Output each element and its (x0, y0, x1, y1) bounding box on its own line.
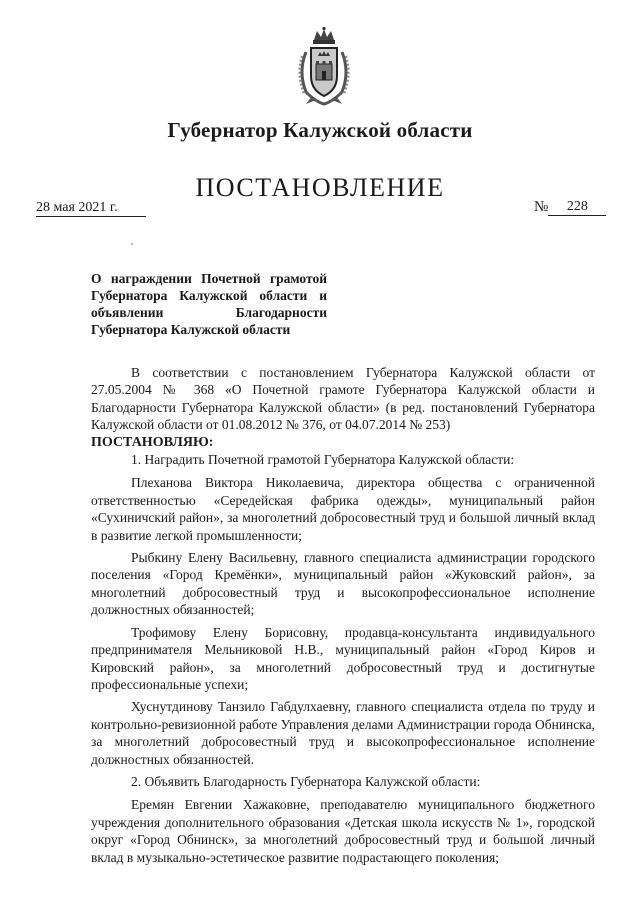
decree-heading: ПОСТАНОВЛЯЮ: (91, 434, 214, 450)
awardee-paragraph: Рыбкину Елену Васильевну, главного специалиста администрации городского поселения «Город Кремёнки», муниципальный район «Жуковский район», за многолетний добросовестный труд и высокопрофессиональное исполнение должностных обязанностей; (91, 550, 595, 618)
item-2-heading: 2. Объявить Благодарность Губернатора Калужской области: (131, 773, 481, 789)
document-date: 28 мая 2021 г. (36, 199, 146, 217)
document-number (534, 198, 606, 216)
scan-speck (131, 243, 133, 245)
document-subject: О награждении Почетной грамотой Губернатора Калужской области и объявлении Благодарности Губернатора Калужской области (91, 271, 327, 337)
gratitude-paragraph: Еремян Евгении Хажаковне, преподавателю муниципального бюджетного учреждения дополнительного образования «Детская школа искусств № 1», городской округ «Город Обнинск», за многолетний добросовестный труд и большой личный вклад в музыкально-эстетическое развитие подрастающего поколения; (91, 797, 595, 865)
awardee-paragraph: Трофимову Елену Борисовну, продавца-консультанта индивидуального предпринимателя Мельниковой Н.В., муниципальный район «Город Киров и Кировский район», за многолетний добросовестный труд и достигнутые профессиональные успехи; (91, 624, 595, 692)
document-body (91, 364, 595, 871)
awardee-paragraph: Плеханова Виктора Николаевича, директора общества с ограниченной ответственностью «Середейская фабрика одежды», муниципальный район «Сухиничский район», за многолетний добросовестный труд и большой личный вклад в развитие легкой промышленности; (91, 475, 595, 543)
item-1-heading: 1. Наградить Почетной грамотой Губернатора Калужской области: (131, 452, 515, 468)
number-value: 228 (548, 198, 606, 216)
awardee-paragraph: Хуснутдинову Танзило Габдулхаевну, главного специалиста отдела по труду и контрольно-ревизионной работе Управления делами Администрации города Обнинска, за многолетний добросовестный труд и высокопрофессиональное исполнение должностных обязанностей. (91, 699, 595, 767)
coat-of-arms-icon (292, 26, 356, 106)
number-sign: № (534, 199, 549, 215)
issuing-authority: Губернатор Калужской области (167, 118, 473, 142)
document-type-title: ПОСТАНОВЛЕНИЕ (195, 173, 445, 202)
preamble-paragraph: В соответствии с постановлением Губернатора Калужской области от 27.05.2004 № 368 «О Почетной грамоте Губернатора Калужской области и Благодарности Губернатора Калужской области» (в ред. постановлений Губернатора Калужской области от 01.08.2012 № 376, от 04.07.2014 № 253) (91, 365, 595, 433)
